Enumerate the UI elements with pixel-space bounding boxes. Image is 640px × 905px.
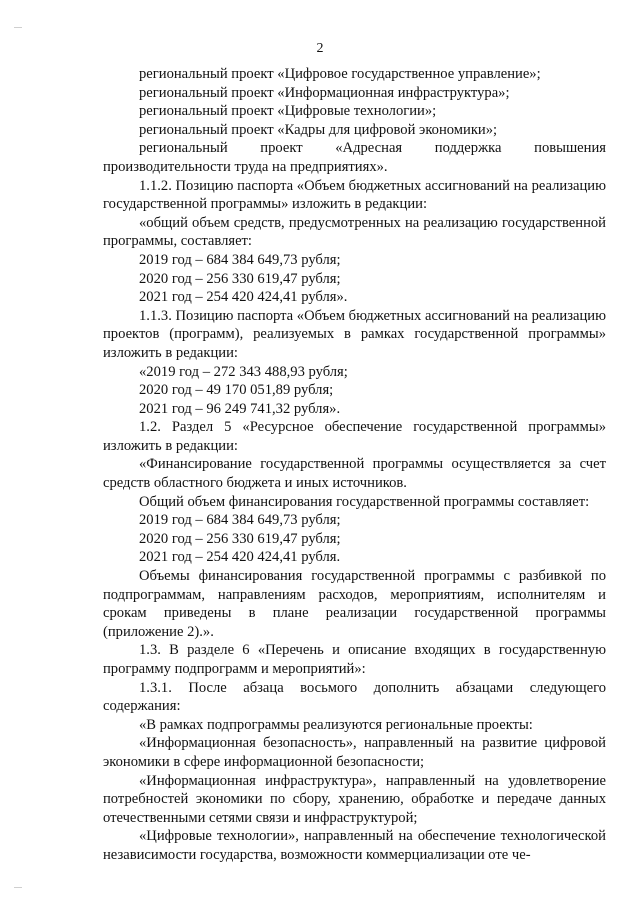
paragraph-18: 2019 год – 684 384 649,73 рубля;: [139, 512, 341, 529]
paragraph-19: 2020 год – 256 330 619,47 рубля;: [139, 530, 341, 547]
paragraph-9: 2020 год – 256 330 619,47 рубля;: [139, 270, 341, 287]
paragraph-20: 2021 год – 254 420 424,41 рубля.: [139, 549, 341, 566]
paragraph-13: 2020 год – 49 170 051,89 рубля;: [139, 382, 334, 399]
paragraph-24: «В рамках подпрограммы реализуются региональные проекты:: [139, 716, 533, 733]
paragraph-16: «Финансирование государственной программы осуществляется за счет средств областного бюджета и иных источников.: [103, 456, 606, 492]
paragraph-12: «2019 год – 272 343 488,93 рубля;: [139, 363, 348, 380]
paragraph-7: «общий объем средств, предусмотренных на реализацию государственной программы, составляет:: [103, 214, 606, 250]
paragraph-4: региональный проект «Кадры для цифровой экономики»;: [139, 121, 498, 138]
paragraph-11: 1.1.3. Позицию паспорта «Объем бюджетных ассигнований на реализацию проектов (программ), реализуемых в рамках государственной программы» изложить в редакции:: [103, 307, 606, 361]
paragraph-21: Объемы финансирования государственной программы с разбивкой по подпрограммам, направлениям расходов, мероприятиям, исполнителям и срокам приведены в плане реализации государственной программы (приложение 2).».: [103, 568, 606, 640]
paragraph-6: 1.1.2. Позицию паспорта «Объем бюджетных ассигнований на реализацию государственной программы» изложить в редакции:: [103, 177, 606, 213]
paragraph-3: региональный проект «Цифровые технологии»;: [139, 103, 437, 120]
scan-margin-mark: [14, 27, 22, 28]
scan-margin-mark: [14, 887, 22, 888]
paragraph-10: 2021 год – 254 420 424,41 рубля».: [139, 289, 348, 306]
paragraph-25: «Информационная безопасность», направленный на развитие цифровой экономики в сфере информационной безопасности;: [103, 735, 606, 770]
paragraph-5: региональный проект «Адресная поддержка повышения производительности труда на предприятиях».: [103, 140, 606, 175]
paragraph-27: «Цифровые технологии», направленный на обеспечение технологической независимости государства, возможности коммерциализации оте че-: [103, 828, 606, 863]
paragraph-26: «Информационная инфраструктура», направленный на удовлетворение потребностей экономики по сбору, хранению, обработке и передаче данных отечественными сетями связи и инфраструктурой;: [103, 772, 606, 826]
paragraph-15: 1.2. Раздел 5 «Ресурсное обеспечение государственной программы» изложить в редакции:: [103, 419, 606, 454]
paragraph-2: региональный проект «Информационная инфраструктура»;: [139, 84, 510, 101]
paragraph-23: 1.3.1. После абзаца восьмого дополнить абзацами следующего содержания:: [103, 679, 606, 715]
paragraph-8: 2019 год – 684 384 649,73 рубля;: [139, 251, 341, 268]
paragraph-22: 1.3. В разделе 6 «Перечень и описание входящих в государственную программу подпрограмм и мероприятий»:: [103, 642, 606, 677]
paragraph-14: 2021 год – 96 249 741,32 рубля».: [139, 400, 341, 417]
document-body: [103, 65, 606, 865]
paragraph-17: Общий объем финансирования государственной программы составляет:: [139, 493, 590, 510]
page-number: 2: [316, 41, 324, 56]
paragraph-1: региональный проект «Цифровое государственное управление»;: [139, 66, 541, 82]
